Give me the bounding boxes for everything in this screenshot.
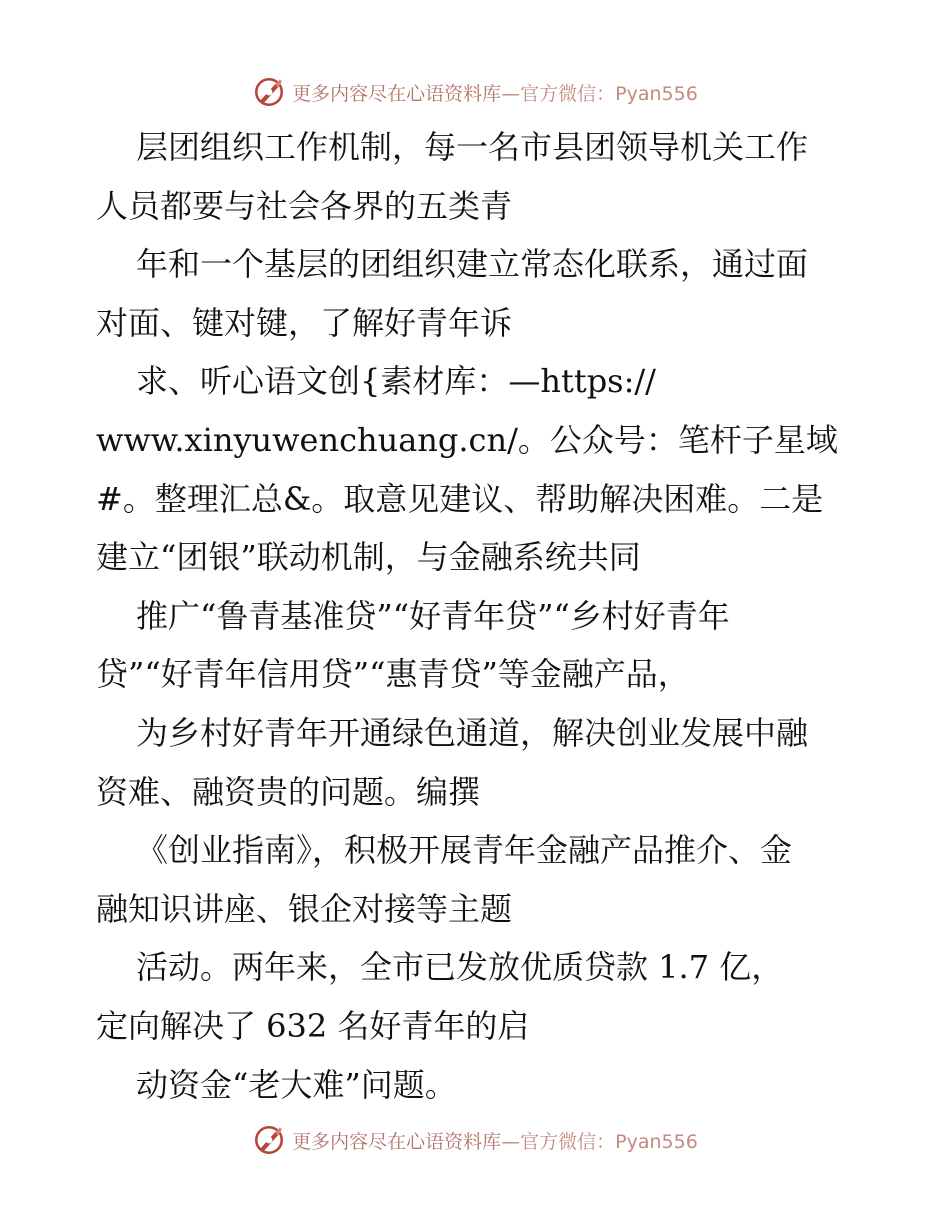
header-banner: [0, 72, 950, 112]
body-line: 人员都要与社会各界的五类青: [96, 186, 513, 225]
body-line: 年和一个基层的团组织建立常态化联系，通过面: [136, 245, 809, 284]
body-line: 贷”“好青年信用贷”“惠青贷”等金融产品，: [96, 655, 690, 694]
body-line: 推广“鲁青基准贷”“好青年贷”“乡村好青年: [136, 596, 730, 635]
body-line: 为乡村好青年开通绿色通道，解决创业发展中融: [136, 713, 809, 752]
document-body: [96, 118, 856, 1114]
body-line: 资难、融资贵的问题。编撰: [96, 772, 481, 811]
body-line: 定向解决了 632 名好青年的启: [96, 1006, 530, 1045]
body-line: 层团组织工作机制，每一名市县团领导机关工作: [136, 128, 809, 166]
footer-banner-sub: —官方微信：Pyan556: [501, 1130, 698, 1153]
header-banner-main: 更多内容尽在心语资料库: [292, 82, 502, 105]
body-line: 活动。两年来，全市已发放优质贷款 1.7 亿，: [136, 948, 784, 987]
body-line: 求、听心语文创{素材库：—https://: [136, 362, 656, 401]
body-line: 《创业指南》，积极开展青年金融产品推介、金: [136, 831, 793, 870]
body-line: www.xinyuwenchuang.cn/。公众号：笔杆子星域: [96, 420, 838, 459]
footer-banner: [0, 1120, 950, 1160]
body-line: 融知识讲座、银企对接等主题: [96, 889, 513, 928]
footer-banner-text: [292, 1127, 698, 1154]
pen-logo-icon: [252, 75, 286, 109]
header-banner-text: [292, 79, 698, 106]
body-line: 建立“团银”联动机制，与金融系统共同: [96, 538, 641, 577]
header-banner-sub: —官方微信：Pyan556: [501, 82, 698, 105]
body-line: 动资金“老大难”问题。: [136, 1065, 457, 1104]
footer-banner-main: 更多内容尽在心语资料库: [292, 1130, 502, 1153]
body-line: #。整理汇总&。取意见建议、帮助解决困难。二是: [96, 479, 824, 518]
pen-logo-icon: [252, 1123, 286, 1157]
body-line: 对面、键对键，了解好青年诉: [96, 303, 513, 342]
